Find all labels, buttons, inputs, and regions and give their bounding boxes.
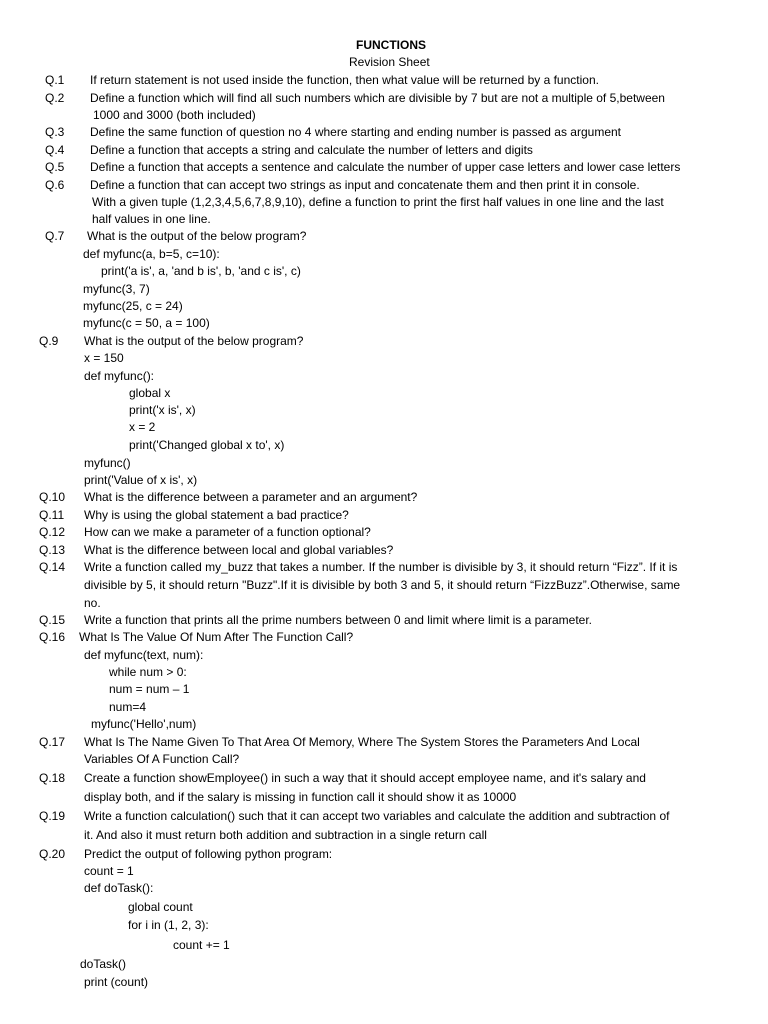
question-text: What is the output of the below program? xyxy=(84,334,304,348)
question-text: How can we make a parameter of a function optional? xyxy=(84,525,371,539)
question-text: What Is The Name Given To That Area Of Memory, Where The System Stores the Parameters And Local xyxy=(84,735,640,749)
question-text: half values in one line. xyxy=(92,212,211,226)
question-text: Predict the output of following python program: xyxy=(84,847,333,861)
question-text: Write a function calculation() such that it can accept two variables and calculate the addition and subtraction of xyxy=(84,809,670,823)
question-number: Q.3 xyxy=(45,125,65,139)
question-text: Write a function called my_buzz that takes a number. If the number is divisible by 3, it should return “Fizz”. If it is xyxy=(84,560,678,574)
question-number: Q.7 xyxy=(45,229,65,243)
code-line: myfunc(25, c = 24) xyxy=(83,299,183,313)
question-text: Create a function showEmployee() in such a way that it should accept employee name, and it's salary and xyxy=(84,771,646,785)
code-line: print('x is', x) xyxy=(129,403,196,417)
question-text: Why is using the global statement a bad practice? xyxy=(84,508,349,522)
code-line: count += 1 xyxy=(173,938,230,952)
question-number: Q.20 xyxy=(39,847,66,861)
code-line: while num > 0: xyxy=(109,665,187,679)
page-subtitle: Revision Sheet xyxy=(349,55,430,69)
code-line: myfunc('Hello',num) xyxy=(91,717,197,731)
question-number: Q.1 xyxy=(45,73,65,87)
question-text: What Is The Value Of Num After The Function Call? xyxy=(79,630,354,644)
question-text: divisible by 5, it should return "Buzz".If it is divisible by both 3 and 5, it should return “FizzBuzz”.Otherwise, same xyxy=(84,578,681,592)
question-text: What is the output of the below program? xyxy=(87,229,307,243)
question-number: Q.2 xyxy=(45,91,65,105)
question-text: Define the same function of question no 4 where starting and ending number is passed as argument xyxy=(90,125,621,139)
question-number: Q.4 xyxy=(45,143,65,157)
code-line: def doTask(): xyxy=(84,881,154,895)
code-line: x = 2 xyxy=(129,420,156,434)
question-text: What is the difference between local and global variables? xyxy=(84,543,394,557)
question-text: Variables Of A Function Call? xyxy=(84,752,240,766)
code-line: print('a is', a, 'and b is', b, 'and c is', c) xyxy=(101,264,301,278)
question-number: Q.13 xyxy=(39,543,66,557)
question-number: Q.5 xyxy=(45,160,65,174)
code-line: print('Changed global x to', x) xyxy=(129,438,285,452)
question-text: 1000 and 3000 (both included) xyxy=(93,108,256,122)
question-text: it. And also it must return both addition and subtraction in a single return call xyxy=(84,828,487,842)
code-line: def myfunc(): xyxy=(84,369,155,383)
code-line: count = 1 xyxy=(84,864,134,878)
code-line: myfunc(c = 50, a = 100) xyxy=(83,316,210,330)
code-line: print('Value of x is', x) xyxy=(84,473,198,487)
question-number: Q.19 xyxy=(39,809,66,823)
question-text: Define a function which will find all such numbers which are divisible by 7 but are not a multiple of 5,between xyxy=(90,91,665,105)
question-text: What is the difference between a parameter and an argument? xyxy=(84,490,418,504)
question-number: Q.16 xyxy=(39,630,66,644)
code-line: def myfunc(a, b=5, c=10): xyxy=(83,247,220,261)
code-line: myfunc() xyxy=(84,456,131,470)
question-number: Q.17 xyxy=(39,735,66,749)
code-line: print (count) xyxy=(84,975,149,989)
code-line: num=4 xyxy=(109,700,147,714)
question-text: With a given tuple (1,2,3,4,5,6,7,8,9,10), define a function to print the first half values in one line and the last xyxy=(92,195,664,209)
code-line: x = 150 xyxy=(84,351,124,365)
question-number: Q.11 xyxy=(39,508,65,522)
question-text: Define a function that accepts a sentence and calculate the number of upper case letters and lower case letters xyxy=(90,160,681,174)
question-text: no. xyxy=(84,596,101,610)
code-line: global x xyxy=(129,386,171,400)
question-text: If return statement is not used inside the function, then what value will be returned by a function. xyxy=(90,73,599,87)
code-line: myfunc(3, 7) xyxy=(83,282,150,296)
question-text: Define a function that can accept two strings as input and concatenate them and then print it in console. xyxy=(90,178,640,192)
code-line: num = num – 1 xyxy=(109,682,190,696)
question-text: Write a function that prints all the prime numbers between 0 and limit where limit is a parameter. xyxy=(84,613,593,627)
code-line: def myfunc(text, num): xyxy=(84,648,204,662)
code-line: global count xyxy=(128,900,193,914)
question-number: Q.12 xyxy=(39,525,66,539)
question-text: display both, and if the salary is missing in function call it should show it as 10000 xyxy=(84,790,517,804)
code-line: for i in (1, 2, 3): xyxy=(128,918,209,932)
code-line: doTask() xyxy=(80,957,127,971)
question-number: Q.6 xyxy=(45,178,65,192)
question-number: Q.10 xyxy=(39,490,66,504)
question-number: Q.14 xyxy=(39,560,66,574)
page-title: FUNCTIONS xyxy=(356,38,426,52)
question-number: Q.15 xyxy=(39,613,66,627)
question-text: Define a function that accepts a string and calculate the number of letters and digits xyxy=(90,143,533,157)
question-number: Q.18 xyxy=(39,771,66,785)
question-number: Q.9 xyxy=(39,334,59,348)
